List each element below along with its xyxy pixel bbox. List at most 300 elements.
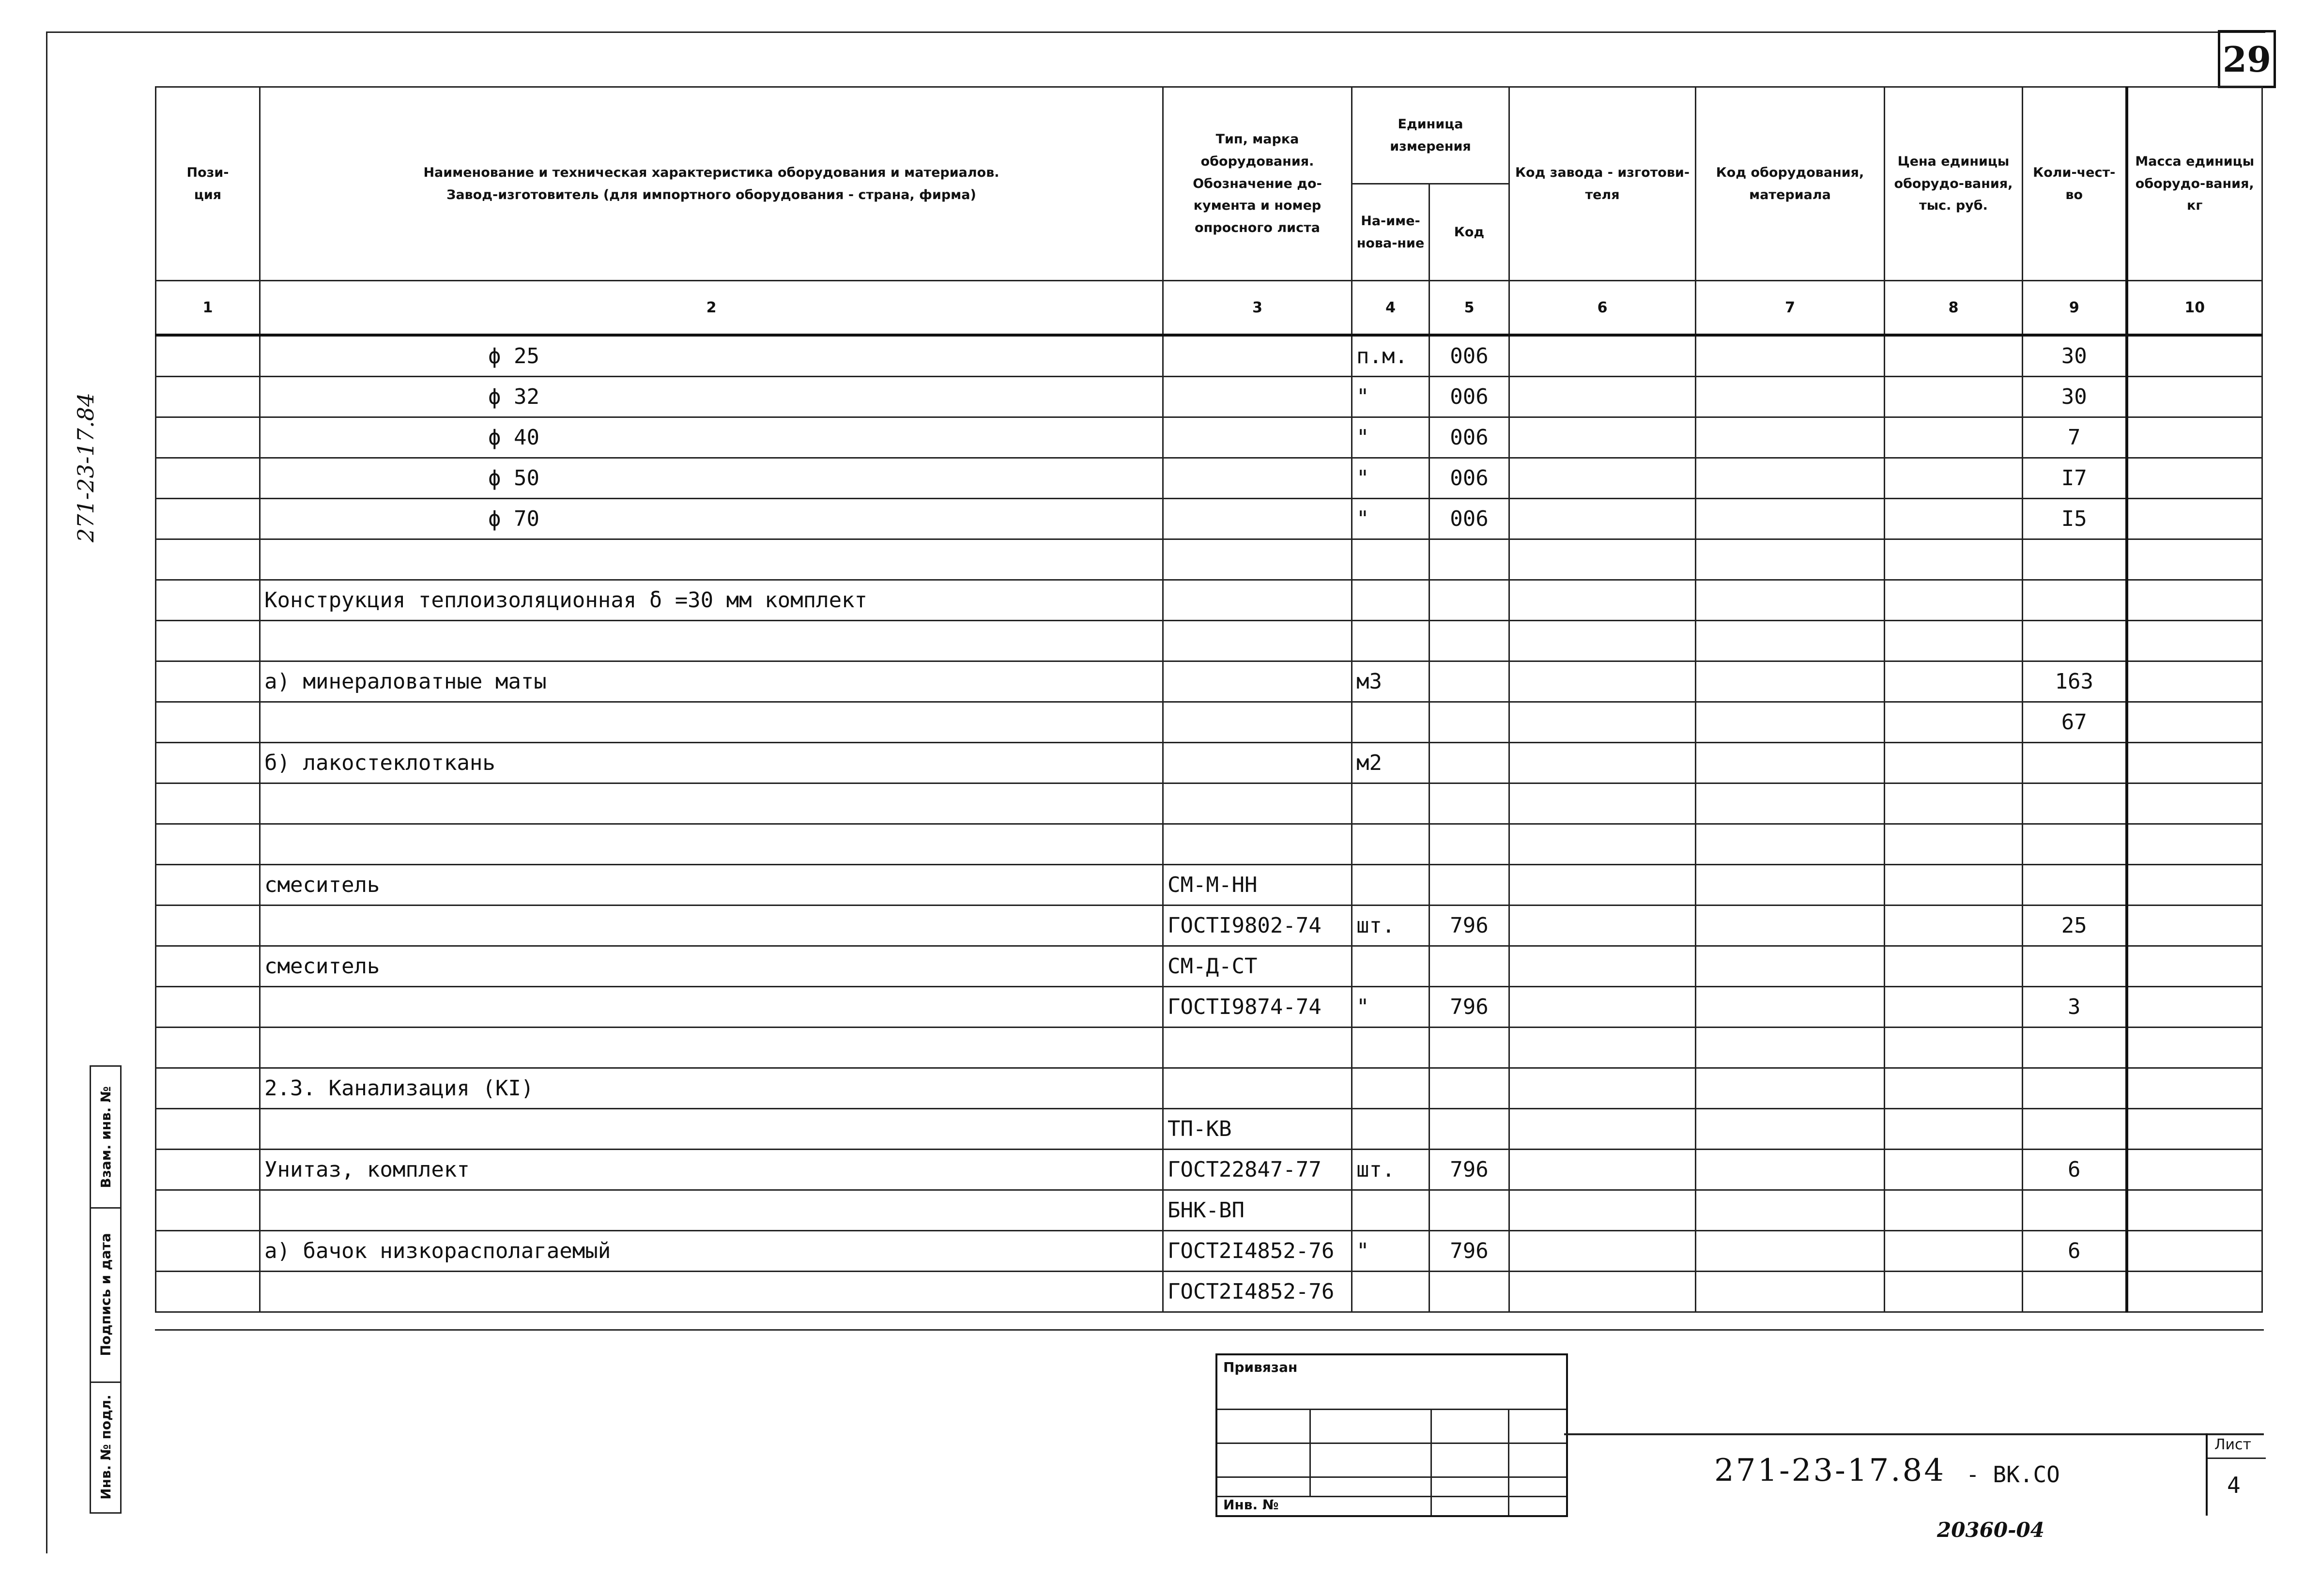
cell-f10	[2127, 539, 2262, 580]
column-number-row	[156, 281, 2262, 336]
cell-code: 796	[1429, 987, 1509, 1028]
table-row	[156, 783, 2262, 824]
cell-unit: "	[1352, 377, 1429, 417]
cell-name	[260, 1190, 1163, 1231]
cell-f7	[1696, 783, 1885, 824]
cell-qty	[2023, 783, 2127, 824]
cell-f10	[2127, 987, 2262, 1028]
cell-code	[1429, 783, 1509, 824]
cell-unit	[1352, 580, 1429, 621]
cell-f7	[1696, 1109, 1885, 1150]
cell-pos	[156, 702, 260, 743]
cell-qty	[2023, 865, 2127, 905]
cell-unit	[1352, 1028, 1429, 1068]
cell-f7	[1696, 905, 1885, 946]
cell-f10	[2127, 905, 2262, 946]
cell-f8	[1885, 458, 2023, 499]
cell-f8	[1885, 1272, 2023, 1312]
cell-f7	[1696, 417, 1885, 458]
table-row	[156, 499, 2262, 539]
cell-type	[1163, 417, 1352, 458]
table-row	[156, 824, 2262, 865]
cell-code	[1429, 824, 1509, 865]
cell-pos	[156, 621, 260, 661]
cell-name: ϕ 50	[260, 458, 1163, 499]
side-label-inventory: Инв. № подл.	[97, 1394, 114, 1500]
cell-pos	[156, 783, 260, 824]
cell-qty	[2023, 1109, 2127, 1150]
cell-f8	[1885, 539, 2023, 580]
cell-f10	[2127, 661, 2262, 702]
cell-unit: "	[1352, 458, 1429, 499]
cell-code	[1429, 946, 1509, 987]
cell-type	[1163, 783, 1352, 824]
cell-f10	[2127, 824, 2262, 865]
cell-f6	[1509, 539, 1696, 580]
cell-code: 006	[1429, 335, 1509, 377]
cell-f8	[1885, 905, 2023, 946]
cell-f7	[1696, 377, 1885, 417]
cell-f6	[1509, 417, 1696, 458]
cell-unit: "	[1352, 987, 1429, 1028]
col-num-1: 1	[156, 281, 260, 336]
cell-pos	[156, 824, 260, 865]
document-suffix: - ВК.СО	[1966, 1461, 2060, 1488]
cell-name: смеситель	[260, 946, 1163, 987]
cell-type: ГОСТI9802-74	[1163, 905, 1352, 946]
cell-f6	[1509, 1150, 1696, 1190]
cell-qty: 163	[2023, 661, 2127, 702]
cell-f7	[1696, 335, 1885, 377]
cell-f10	[2127, 1068, 2262, 1109]
cell-pos	[156, 1272, 260, 1312]
table-row	[156, 1068, 2262, 1109]
cell-f10	[2127, 1272, 2262, 1312]
cell-pos	[156, 377, 260, 417]
cell-qty	[2023, 1068, 2127, 1109]
cell-f6	[1509, 335, 1696, 377]
cell-qty: 6	[2023, 1231, 2127, 1272]
cell-f8	[1885, 1028, 2023, 1068]
cell-pos	[156, 1150, 260, 1190]
cell-code	[1429, 1190, 1509, 1231]
side-cell-replacement	[91, 1067, 120, 1209]
cell-f8	[1885, 1231, 2023, 1272]
cell-f6	[1509, 824, 1696, 865]
table-row	[156, 458, 2262, 499]
cell-name: смеситель	[260, 865, 1163, 905]
cell-qty: 30	[2023, 335, 2127, 377]
cell-f6	[1509, 1028, 1696, 1068]
header-position: Пози- ция	[156, 87, 260, 281]
cell-f7	[1696, 946, 1885, 987]
cell-f10	[2127, 1190, 2262, 1231]
cell-f8	[1885, 1068, 2023, 1109]
side-label-signature: Подпись и дата	[97, 1232, 114, 1356]
cell-qty	[2023, 1028, 2127, 1068]
header-type: Тип, марка оборудования. Обозначение до-кумента и номер опросного листа	[1163, 87, 1352, 281]
cell-f8	[1885, 865, 2023, 905]
cell-code	[1429, 1109, 1509, 1150]
cell-code	[1429, 1028, 1509, 1068]
cell-code	[1429, 661, 1509, 702]
cell-f6	[1509, 377, 1696, 417]
table-row	[156, 621, 2262, 661]
cell-qty: 6	[2023, 1150, 2127, 1190]
col-num-2: 2	[260, 281, 1163, 336]
cell-type	[1163, 621, 1352, 661]
cell-qty	[2023, 743, 2127, 783]
list-box	[2206, 1433, 2266, 1516]
cell-f6	[1509, 987, 1696, 1028]
cell-f10	[2127, 1028, 2262, 1068]
table-row	[156, 743, 2262, 783]
cell-name	[260, 905, 1163, 946]
cell-pos	[156, 743, 260, 783]
cell-name	[260, 1028, 1163, 1068]
cell-f6	[1509, 783, 1696, 824]
cell-f6	[1509, 458, 1696, 499]
cell-name	[260, 621, 1163, 661]
list-number: 4	[2227, 1472, 2241, 1498]
cell-pos	[156, 1028, 260, 1068]
list-label: Лист	[2214, 1436, 2252, 1453]
cell-f8	[1885, 702, 2023, 743]
cell-type	[1163, 539, 1352, 580]
col-num-3: 3	[1163, 281, 1352, 336]
cell-type	[1163, 458, 1352, 499]
cell-pos	[156, 539, 260, 580]
cell-name	[260, 1109, 1163, 1150]
side-cell-signature	[91, 1207, 120, 1383]
cell-unit	[1352, 539, 1429, 580]
cell-name: б) лакостеклоткань	[260, 743, 1163, 783]
cell-f8	[1885, 946, 2023, 987]
cell-type	[1163, 1068, 1352, 1109]
cell-name	[260, 987, 1163, 1028]
cell-pos	[156, 1068, 260, 1109]
cell-f10	[2127, 499, 2262, 539]
cell-f8	[1885, 621, 2023, 661]
cell-f7	[1696, 458, 1885, 499]
cell-qty	[2023, 539, 2127, 580]
cell-f6	[1509, 865, 1696, 905]
cell-f8	[1885, 1190, 2023, 1231]
cell-qty: 67	[2023, 702, 2127, 743]
cell-f7	[1696, 1231, 1885, 1272]
cell-f10	[2127, 946, 2262, 987]
cell-name: 2.3. Канализация (КI)	[260, 1068, 1163, 1109]
cell-unit: "	[1352, 417, 1429, 458]
cell-code	[1429, 702, 1509, 743]
col-num-8: 8	[1885, 281, 2023, 336]
cell-type	[1163, 377, 1352, 417]
cell-f7	[1696, 1028, 1885, 1068]
table-row	[156, 987, 2262, 1028]
cell-name: а) бачок низкорасполагаемый	[260, 1231, 1163, 1272]
header-factory-code: Код завода - изготови-теля	[1509, 87, 1696, 281]
cell-f6	[1509, 1272, 1696, 1312]
inventory-label: Инв. №	[1223, 1497, 1279, 1513]
header-quantity: Коли-чест-во	[2023, 87, 2127, 281]
cell-pos	[156, 499, 260, 539]
col-num-5: 5	[1429, 281, 1509, 336]
cell-f6	[1509, 743, 1696, 783]
table-row	[156, 377, 2262, 417]
col-num-9: 9	[2023, 281, 2127, 336]
cell-f7	[1696, 865, 1885, 905]
table-row	[156, 905, 2262, 946]
cell-f7	[1696, 987, 1885, 1028]
cell-type: ГОСТI9874-74	[1163, 987, 1352, 1028]
cell-name: а) минераловатные маты	[260, 661, 1163, 702]
cell-f6	[1509, 1231, 1696, 1272]
cell-name: ϕ 70	[260, 499, 1163, 539]
cell-f6	[1509, 1190, 1696, 1231]
cell-type: ТП-КВ	[1163, 1109, 1352, 1150]
cell-f6	[1509, 621, 1696, 661]
cell-type: ГОСТ2I4852-76	[1163, 1272, 1352, 1312]
cell-name	[260, 1272, 1163, 1312]
table-row	[156, 1028, 2262, 1068]
cell-f6	[1509, 499, 1696, 539]
cell-unit	[1352, 1068, 1429, 1109]
cell-f10	[2127, 417, 2262, 458]
cell-f6	[1509, 580, 1696, 621]
cell-code	[1429, 1272, 1509, 1312]
cell-qty	[2023, 1190, 2127, 1231]
side-cell-inventory	[91, 1381, 120, 1512]
header-equipment-code: Код оборудования, материала	[1696, 87, 1885, 281]
cell-f10	[2127, 1109, 2262, 1150]
cell-type	[1163, 824, 1352, 865]
cell-f7	[1696, 1150, 1885, 1190]
table-row	[156, 1190, 2262, 1231]
cell-qty	[2023, 621, 2127, 661]
col-num-4: 4	[1352, 281, 1429, 336]
col-num-7: 7	[1696, 281, 1885, 336]
cell-code: 796	[1429, 1231, 1509, 1272]
cell-name: Унитаз, комплект	[260, 1150, 1163, 1190]
cell-f8	[1885, 987, 2023, 1028]
cell-f7	[1696, 743, 1885, 783]
side-code: 271-23-17.84	[73, 392, 99, 542]
table-row	[156, 1231, 2262, 1272]
cell-f8	[1885, 824, 2023, 865]
cell-f7	[1696, 824, 1885, 865]
table-row	[156, 702, 2262, 743]
cell-f6	[1509, 946, 1696, 987]
cell-qty: 7	[2023, 417, 2127, 458]
cell-name: ϕ 32	[260, 377, 1163, 417]
table-row	[156, 1272, 2262, 1312]
cell-unit	[1352, 824, 1429, 865]
cell-unit	[1352, 1109, 1429, 1150]
table-row	[156, 661, 2262, 702]
cell-f8	[1885, 661, 2023, 702]
cell-f10	[2127, 743, 2262, 783]
cell-name	[260, 702, 1163, 743]
cell-qty: 3	[2023, 987, 2127, 1028]
cell-f8	[1885, 580, 2023, 621]
cell-code: 006	[1429, 458, 1509, 499]
cell-qty	[2023, 1272, 2127, 1312]
cell-code: 796	[1429, 1150, 1509, 1190]
cell-code	[1429, 539, 1509, 580]
cell-f7	[1696, 580, 1885, 621]
cell-f6	[1509, 661, 1696, 702]
header-price: Цена единицы оборудо-вания, тыс. руб.	[1885, 87, 2023, 281]
table-row	[156, 1150, 2262, 1190]
cell-unit	[1352, 1272, 1429, 1312]
cell-f7	[1696, 1272, 1885, 1312]
table-row	[156, 539, 2262, 580]
cell-f10	[2127, 458, 2262, 499]
cell-type: СМ-М-НН	[1163, 865, 1352, 905]
cell-name: ϕ 40	[260, 417, 1163, 458]
cell-pos	[156, 417, 260, 458]
cell-qty	[2023, 580, 2127, 621]
cell-pos	[156, 458, 260, 499]
cell-type	[1163, 335, 1352, 377]
cell-qty: 25	[2023, 905, 2127, 946]
cell-code: 796	[1429, 905, 1509, 946]
cell-f10	[2127, 335, 2262, 377]
cell-code: 006	[1429, 499, 1509, 539]
cell-type	[1163, 661, 1352, 702]
table-row	[156, 946, 2262, 987]
cell-pos	[156, 987, 260, 1028]
cell-unit	[1352, 783, 1429, 824]
cell-f8	[1885, 1150, 2023, 1190]
cell-qty: I5	[2023, 499, 2127, 539]
cell-f7	[1696, 499, 1885, 539]
privyazan-box	[1215, 1353, 1568, 1517]
cell-unit: п.м.	[1352, 335, 1429, 377]
cell-f7	[1696, 702, 1885, 743]
cell-f6	[1509, 702, 1696, 743]
table-body	[156, 335, 2262, 1312]
cell-qty: I7	[2023, 458, 2127, 499]
header-name: Наименование и техническая характеристика оборудования и материалов. Завод-изготовитель (для импортного оборудования - страна, фирма)	[260, 87, 1163, 281]
cell-code: 006	[1429, 417, 1509, 458]
cell-name: ϕ 25	[260, 335, 1163, 377]
cell-type	[1163, 702, 1352, 743]
header-unit-code: Код	[1429, 184, 1509, 281]
archive-number: 20360-04	[1937, 1518, 2044, 1542]
cell-qty	[2023, 824, 2127, 865]
cell-unit: м3	[1352, 661, 1429, 702]
cell-code	[1429, 743, 1509, 783]
cell-unit: м2	[1352, 743, 1429, 783]
cell-pos	[156, 865, 260, 905]
cell-f10	[2127, 702, 2262, 743]
cell-unit: шт.	[1352, 1150, 1429, 1190]
header-unit-group: Единица измерения	[1352, 87, 1509, 184]
cell-unit: "	[1352, 1231, 1429, 1272]
cell-f10	[2127, 865, 2262, 905]
cell-unit: шт.	[1352, 905, 1429, 946]
cell-f10	[2127, 1150, 2262, 1190]
cell-pos	[156, 946, 260, 987]
cell-pos	[156, 1190, 260, 1231]
cell-f8	[1885, 417, 2023, 458]
cell-unit	[1352, 946, 1429, 987]
cell-type	[1163, 499, 1352, 539]
cell-f8	[1885, 499, 2023, 539]
col-num-6: 6	[1509, 281, 1696, 336]
cell-pos	[156, 580, 260, 621]
cell-pos	[156, 1231, 260, 1272]
cell-pos	[156, 905, 260, 946]
cell-f7	[1696, 1068, 1885, 1109]
cell-type: ГОСТ2I4852-76	[1163, 1231, 1352, 1272]
privyazan-label: Привязан	[1223, 1359, 1298, 1375]
cell-type: ГОСТ22847-77	[1163, 1150, 1352, 1190]
cell-type	[1163, 1028, 1352, 1068]
cell-pos	[156, 661, 260, 702]
cell-f7	[1696, 1190, 1885, 1231]
cell-f8	[1885, 743, 2023, 783]
cell-unit	[1352, 621, 1429, 661]
cell-pos	[156, 335, 260, 377]
cell-name: Конструкция теплоизоляционная δ =30 мм комплект	[260, 580, 1163, 621]
table-row	[156, 335, 2262, 377]
cell-code	[1429, 865, 1509, 905]
cell-f10	[2127, 783, 2262, 824]
col-num-10: 10	[2127, 281, 2262, 336]
cell-f10	[2127, 580, 2262, 621]
cell-unit: "	[1352, 499, 1429, 539]
header-unit-name: На-име-нова-ние	[1352, 184, 1429, 281]
cell-type	[1163, 580, 1352, 621]
cell-f8	[1885, 377, 2023, 417]
cell-f10	[2127, 621, 2262, 661]
cell-code	[1429, 580, 1509, 621]
cell-qty	[2023, 946, 2127, 987]
cell-name	[260, 783, 1163, 824]
cell-code: 006	[1429, 377, 1509, 417]
cell-unit	[1352, 702, 1429, 743]
cell-f7	[1696, 621, 1885, 661]
cell-f7	[1696, 661, 1885, 702]
cell-name	[260, 539, 1163, 580]
cell-name	[260, 824, 1163, 865]
cell-f8	[1885, 783, 2023, 824]
table-row	[156, 865, 2262, 905]
cell-f7	[1696, 539, 1885, 580]
side-label-replacement: Взам. инв. №	[97, 1086, 114, 1188]
cell-type	[1163, 743, 1352, 783]
table-row	[156, 1109, 2262, 1150]
cell-f10	[2127, 1231, 2262, 1272]
cell-f6	[1509, 905, 1696, 946]
cell-f6	[1509, 1068, 1696, 1109]
cell-type: БНК-ВП	[1163, 1190, 1352, 1231]
cell-f8	[1885, 1109, 2023, 1150]
header-mass: Масса единицы оборудо-вания, кг	[2127, 87, 2262, 281]
side-stamp	[90, 1065, 122, 1514]
sheet-number: 29	[2218, 30, 2276, 88]
cell-code	[1429, 1068, 1509, 1109]
cell-pos	[156, 1109, 260, 1150]
table-row	[156, 580, 2262, 621]
cell-f6	[1509, 1109, 1696, 1150]
cell-f10	[2127, 377, 2262, 417]
cell-code	[1429, 621, 1509, 661]
cell-unit	[1352, 865, 1429, 905]
specification-table	[155, 86, 2263, 1313]
